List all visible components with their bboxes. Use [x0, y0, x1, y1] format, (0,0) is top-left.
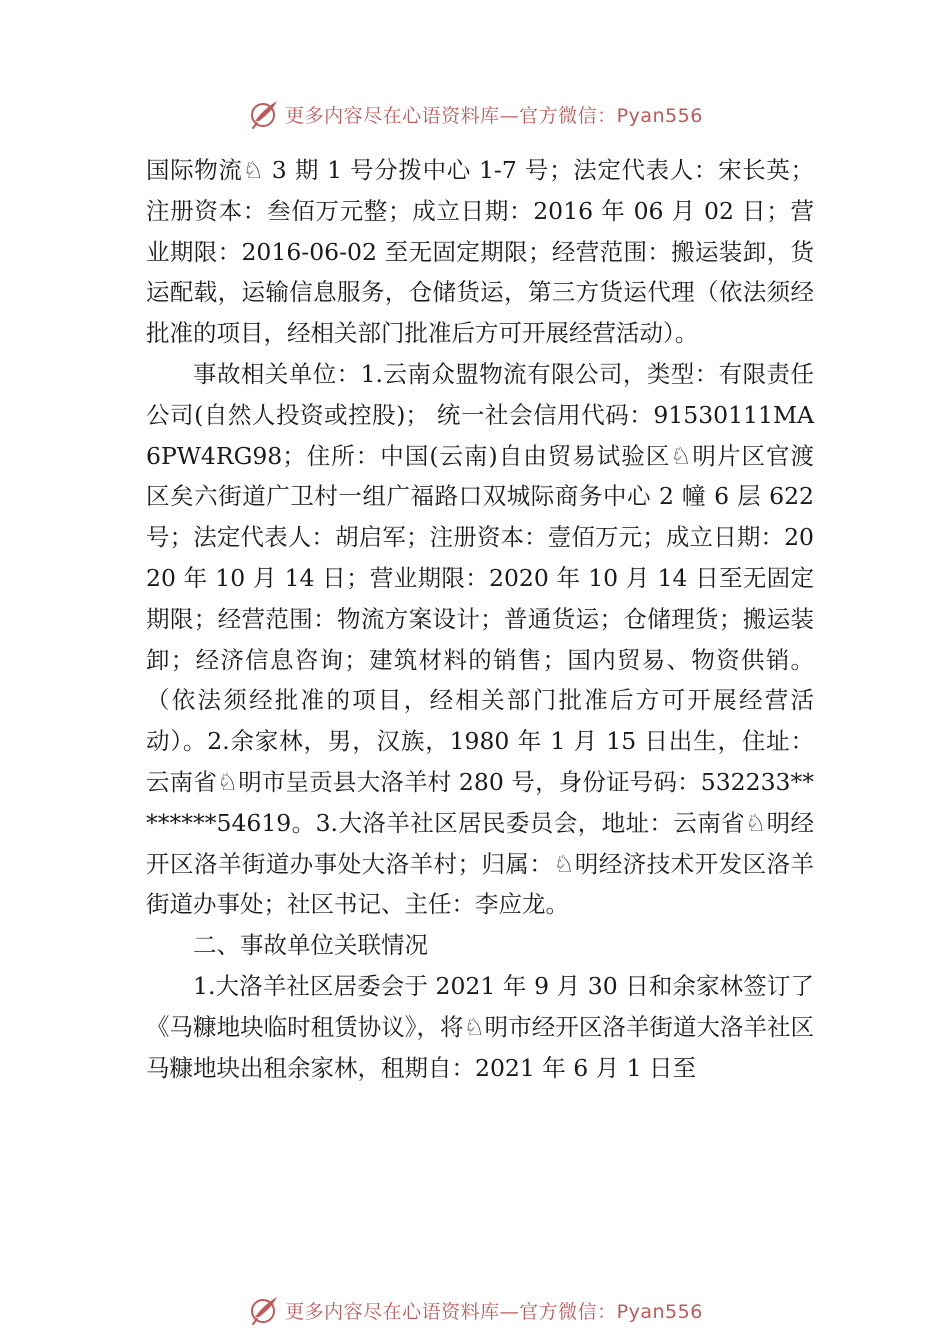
quill-logo-icon	[247, 97, 281, 131]
footer-watermark	[0, 1290, 950, 1330]
paragraph-continuation: 国际物流♘ 3 期 1 号分拨中心 1-7 号；法定代表人：宋长英；注册资本：叁佰万元整；成立日期：2016 年 06 月 02 日；营业期限：2016-06-02 至无固定期限；经营范围：搬运装卸，货运配载，运输信息服务，仓储货运，第三方货运代理（依法须经批准的项目，经相关部门批准后方可开展经营活动）。	[146, 156, 814, 348]
section-heading: 二、事故单位关联情况	[193, 931, 428, 960]
wechat-id: Pyan556	[616, 104, 703, 127]
quill-logo-icon	[247, 1293, 281, 1327]
document-body	[146, 150, 814, 1088]
paragraph-lease: 1.大洛羊社区居委会于 2021 年 9 月 30 日和余家林签订了《马糠地块临时租赁协议》，将♘明市经开区洛羊街道大洛羊社区马糠地块出租余家林，租期自：2021 年 6 月 1 日至	[146, 971, 814, 1082]
wechat-id: Pyan556	[616, 1300, 703, 1323]
header-watermark	[0, 94, 950, 134]
watermark-text: 更多内容尽在心语资料库—官方微信：Pyan556	[285, 1300, 703, 1323]
watermark-text: 更多内容尽在心语资料库—官方微信：Pyan556	[285, 104, 703, 127]
paragraph-related-units: 事故相关单位：1.云南众盟物流有限公司，类型：有限责任公司(自然人投资或控股)； 统一社会信用代码：91530111MA6PW4RG98；住所：中国(云南)自由贸易试验区♘明片区官渡区矣六街道广卫村一组广福路口双城际商务中心 2 幢 6 层 622 号；法定代表人：胡启军；注册资本：壹佰万元；成立日期：2020 年 10 月 14 日；营业期限：2020 年 10 月 14 日至无固定期限；经营范围：物流方案设计；普通货运；仓储理货；搬运装卸；经济信息咨询；建筑材料的销售；国内贸易、物资供销。（依法须经批准的项目，经相关部门批准后方可开展经营活动）。2.余家林，男，汉族，1980 年 1 月 15 日出生，住址：云南省♘明市呈贡县大洛羊村 280 号，身份证号码：532233********54619。3.大洛羊社区居民委员会，地址：云南省♘明经开区洛羊街道办事处大洛羊村；归属：♘明经济技术开发区洛羊街道办事处；社区书记、主任：李应龙。	[146, 359, 814, 919]
